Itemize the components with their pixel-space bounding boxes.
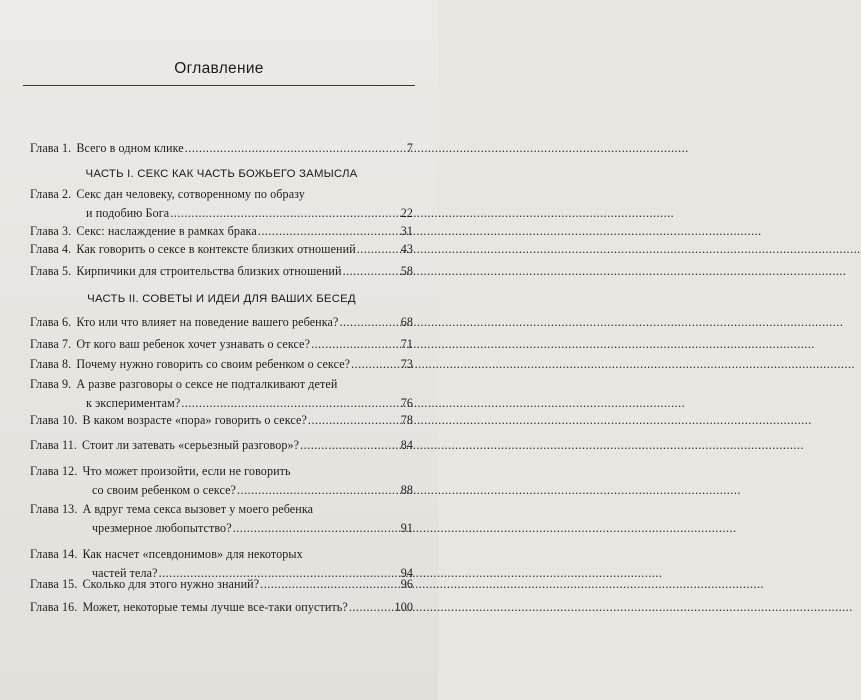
- chapter-label: Глава 13.: [30, 502, 78, 516]
- toc-entry: [30, 262, 413, 281]
- toc-entry: [30, 436, 413, 455]
- chapter-label: Глава 6.: [30, 315, 72, 329]
- chapter-title-line: Может, некоторые темы лучше все-таки опустить?: [82, 600, 348, 614]
- page-number: 84: [400, 438, 413, 452]
- chapter-label: Глава 5.: [30, 264, 72, 278]
- chapter-label: Глава 8.: [30, 357, 72, 371]
- chapter-title-line: со своим ребенком о сексе?: [92, 483, 237, 497]
- title-underline: [23, 85, 415, 86]
- chapter-title-line: Кирпичики для строительства близких отношений: [76, 264, 342, 278]
- page-number: 7: [406, 141, 413, 155]
- page-number: 43: [400, 242, 413, 256]
- chapter-title-line: Стоит ли затевать «серьезный разговор»?: [82, 438, 300, 452]
- dot-leader: [300, 436, 400, 455]
- chapter-label: Глава 14.: [30, 547, 78, 561]
- dot-leader: [233, 519, 400, 538]
- page-number: 31: [400, 224, 413, 238]
- chapter-label: Глава 3.: [30, 224, 72, 238]
- chapter-title-line: А вдруг тема секса вызовет у моего ребенка: [82, 502, 314, 516]
- part-heading: ЧАСТЬ II. СОВЕТЫ И ИДЕИ ДЛЯ ВАШИХ БЕСЕД: [87, 293, 356, 305]
- toc-entry: [30, 240, 413, 259]
- dot-leader: [260, 575, 400, 594]
- toc-entry: [30, 575, 413, 594]
- dot-leader: [237, 481, 400, 500]
- show-through-text: [70, 32, 398, 41]
- toc-entry: [30, 500, 413, 538]
- part-heading: ЧАСТЬ I. СЕКС КАК ЧАСТЬ БОЖЬЕГО ЗАМЫСЛА: [85, 168, 358, 180]
- chapter-label: Глава 2.: [30, 187, 72, 201]
- toc-entry: [30, 313, 413, 332]
- chapter-label: Глава 4.: [30, 242, 72, 256]
- page-number: 71: [400, 337, 413, 351]
- chapter-label: Глава 1.: [30, 141, 72, 155]
- chapter-title-line: Всего в одном клике: [76, 141, 184, 155]
- dot-leader: [311, 335, 400, 354]
- chapter-title-line: Как говорить о сексе в контексте близких отношений: [76, 242, 356, 256]
- chapter-label: Глава 7.: [30, 337, 72, 351]
- page-number: 73: [400, 357, 413, 371]
- toc-entry: [30, 411, 413, 430]
- toc-entry: [30, 355, 413, 374]
- page-number: 68: [400, 315, 413, 329]
- toc-entry: [30, 185, 413, 223]
- chapter-title-line: Секс дан человеку, сотворенному по образу: [76, 187, 305, 201]
- page-number: 22: [400, 206, 413, 220]
- page-number: 76: [400, 396, 413, 410]
- chapter-title-line: От кого ваш ребенок хочет узнавать о сексе?: [76, 337, 311, 351]
- toc-entry: [30, 222, 413, 241]
- chapter-label: Глава 15.: [30, 577, 78, 591]
- dot-leader: [170, 204, 399, 223]
- dot-leader: [258, 222, 400, 241]
- page-number: 91: [400, 521, 413, 535]
- page-number: 58: [400, 264, 413, 278]
- toc-entry: [30, 375, 413, 413]
- chapter-title-line: Секс: наслаждение в рамках брака: [76, 224, 257, 238]
- chapter-label: Глава 11.: [30, 438, 77, 452]
- dot-leader: [308, 411, 400, 430]
- dot-leader: [343, 262, 400, 281]
- chapter-title-line: А разве разговоры о сексе не подталкивают детей: [76, 377, 338, 391]
- page-number: 100: [394, 600, 413, 614]
- chapter-label: Глава 16.: [30, 600, 78, 614]
- chapter-title-line: Кто или что влияет на поведение вашего ребенка?: [76, 315, 339, 329]
- dot-leader: [357, 240, 400, 259]
- chapter-title-line: В каком возрасте «пора» говорить о сексе?: [82, 413, 307, 427]
- chapter-label: Глава 10.: [30, 413, 78, 427]
- toc-entry: [30, 462, 413, 500]
- dot-leader: [351, 355, 400, 374]
- chapter-title-line: Что может произойти, если не говорить: [82, 464, 291, 478]
- dot-leader: [349, 598, 394, 617]
- toc-title: Оглавление: [174, 60, 264, 77]
- toc-entry: [30, 598, 413, 617]
- chapter-label: Глава 12.: [30, 464, 78, 478]
- chapter-title-line: и подобию Бога: [86, 206, 170, 220]
- chapter-title-line: к экспериментам?: [86, 396, 181, 410]
- page-number: 94: [400, 566, 413, 580]
- toc-entry: [30, 139, 413, 158]
- chapter-title-line: чрезмерное любопытство?: [92, 521, 232, 535]
- chapter-title-line: Сколько для этого нужно знаний?: [82, 577, 260, 591]
- toc-entry: [30, 335, 413, 354]
- page-number: 96: [400, 577, 413, 591]
- page-number: 88: [400, 483, 413, 497]
- chapter-title-line: Как насчет «псевдонимов» для некоторых: [82, 547, 303, 561]
- dot-leader: [339, 313, 399, 332]
- chapter-label: Глава 9.: [30, 377, 72, 391]
- dot-leader: [185, 139, 406, 158]
- chapter-title-line: Почему нужно говорить со своим ребенком о сексе?: [76, 357, 351, 371]
- page-number: 78: [400, 413, 413, 427]
- chapter-title-line: частей тела?: [92, 566, 158, 580]
